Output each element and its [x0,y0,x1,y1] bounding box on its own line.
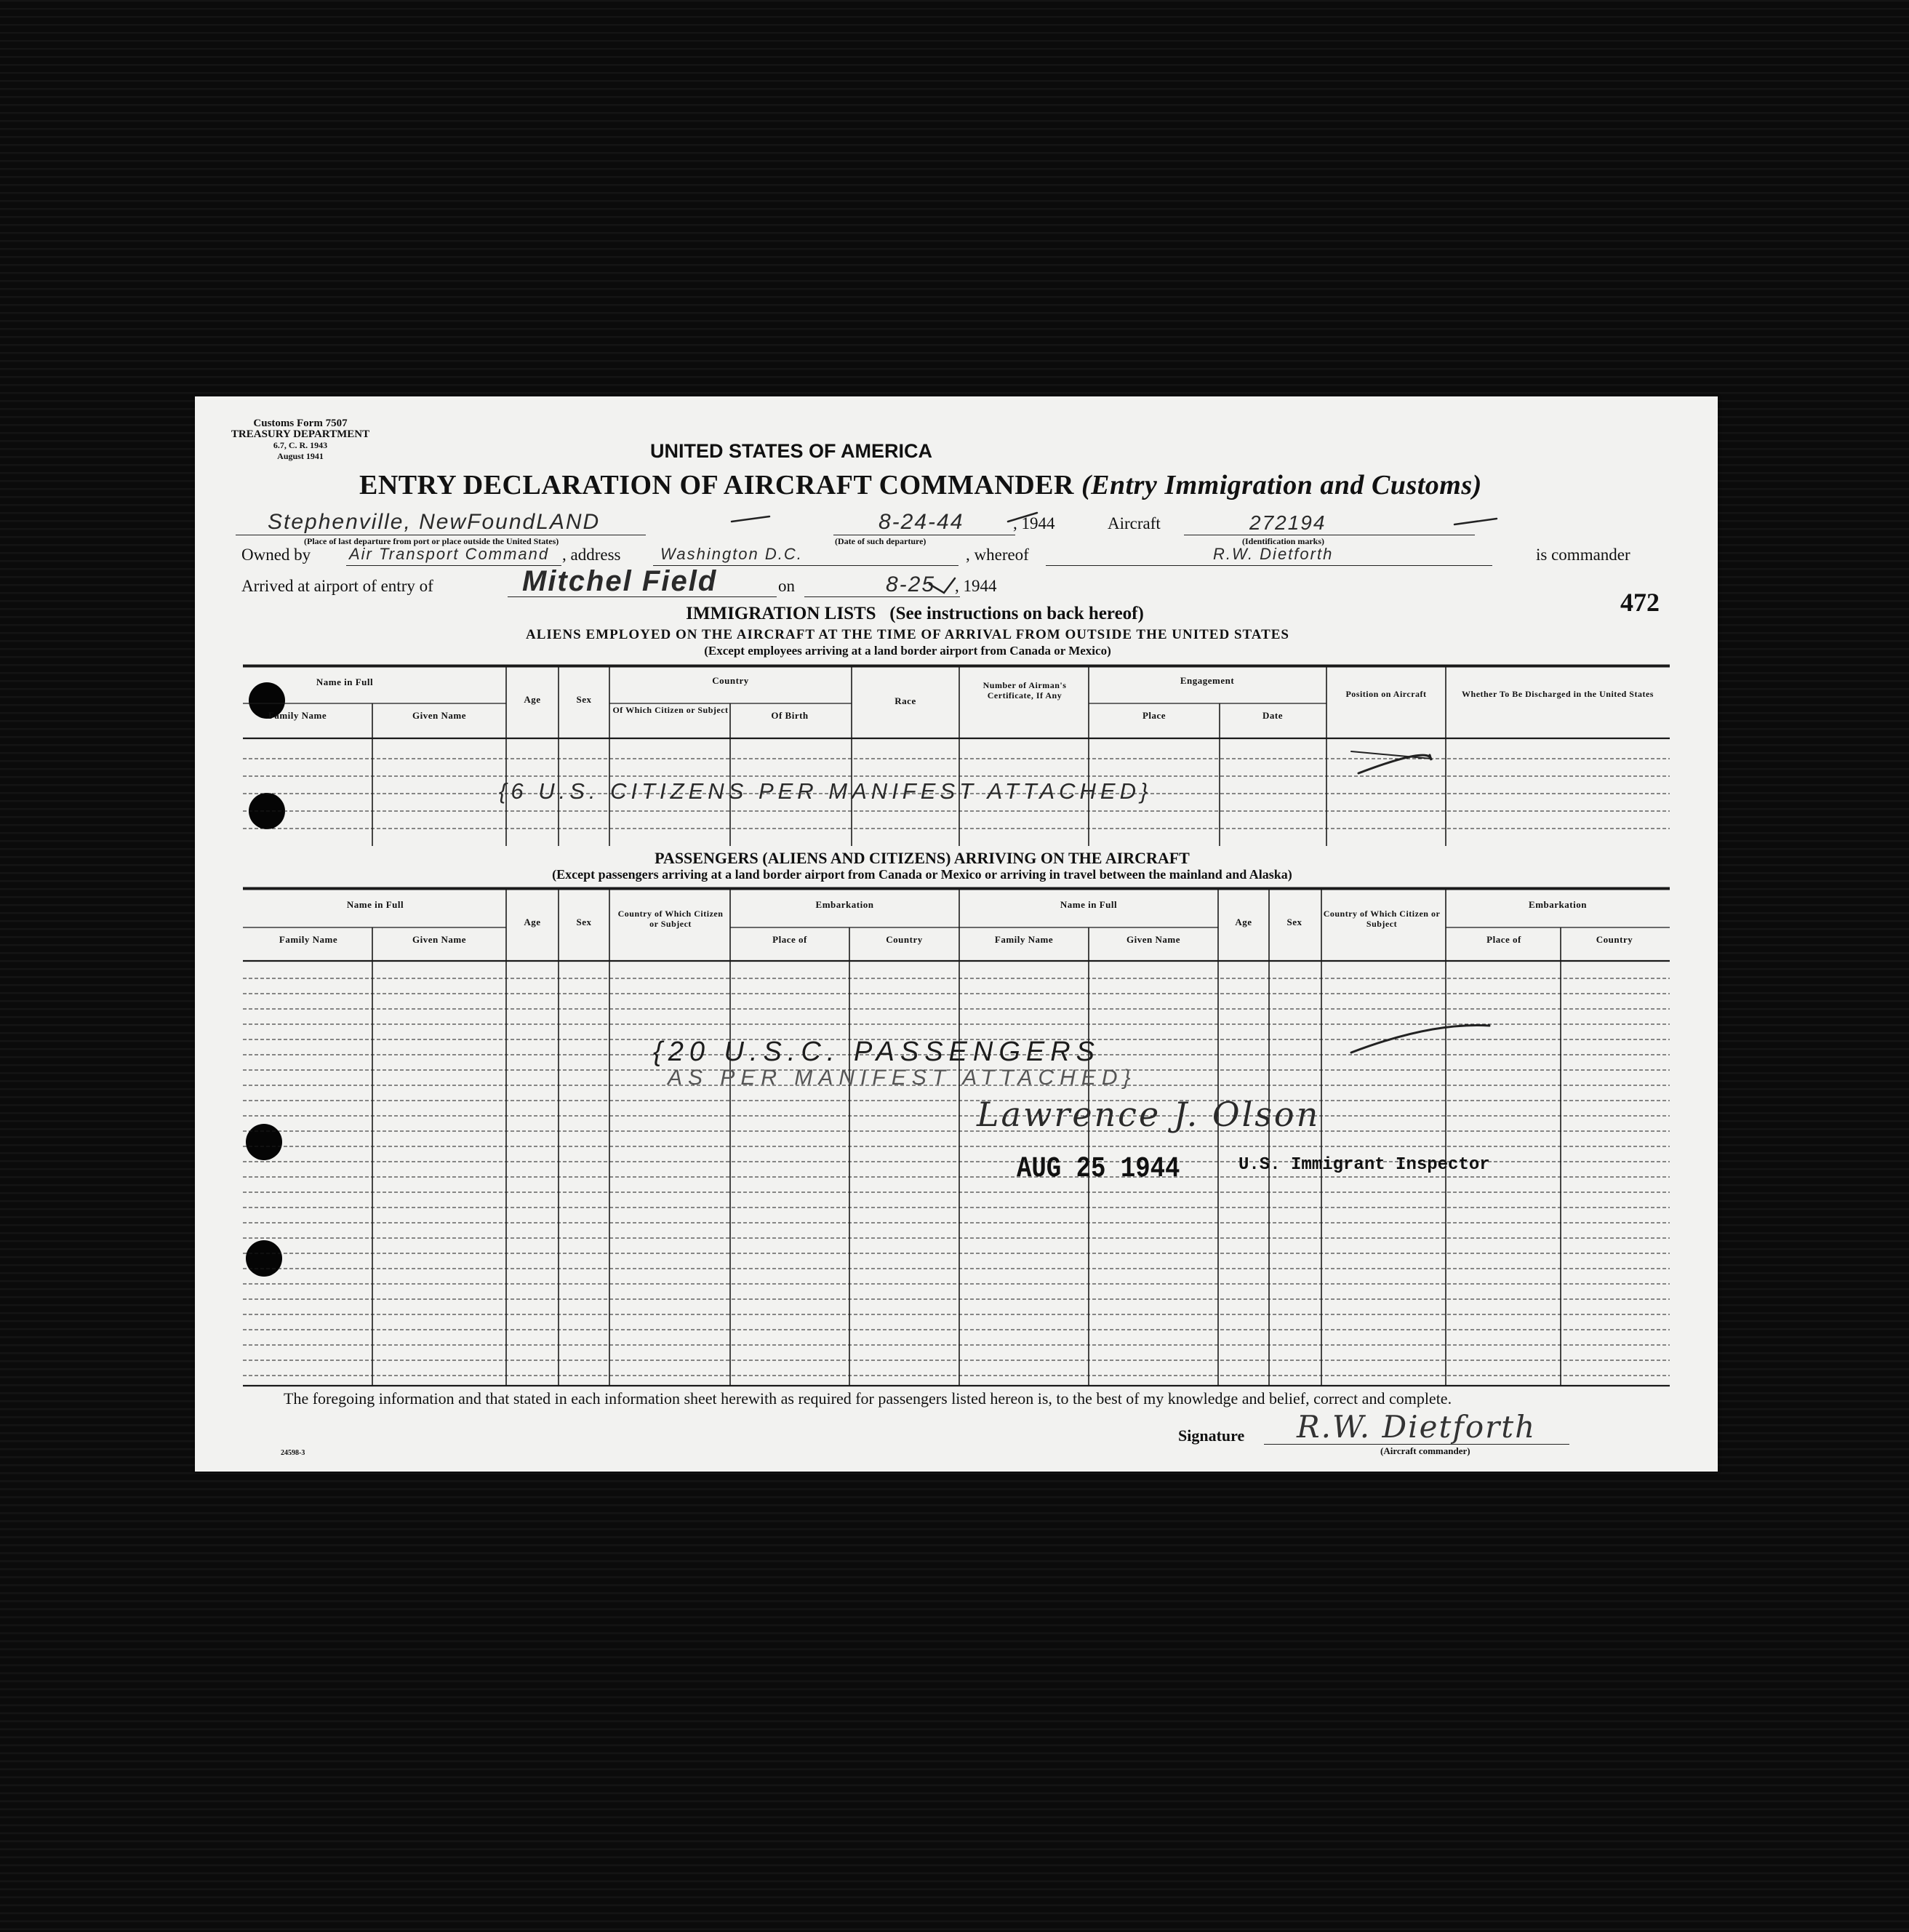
address-label: , address [562,546,621,564]
whereof-label: , whereof [966,546,1029,564]
aircraft-id-caption: (Identification marks) [1242,536,1324,546]
pcol2-family-name: Family Name [994,934,1054,945]
col-sex: Sex [576,694,592,705]
pcol2-sex: Sex [1286,917,1302,927]
check-mark-stroke [1008,513,1037,522]
owned-by-label: Owned by [241,546,311,564]
departure-date-caption: (Date of such departure) [835,536,927,546]
departure-date-value: 8-24-44 [879,510,964,534]
arrival-label: Arrived at airport of entry of [241,577,433,595]
departure-place-caption: (Place of last departure from port or place outside the United States) [304,536,559,546]
signature-label: Signature [1178,1426,1245,1445]
country-title: UNITED STATES OF AMERICA [650,440,932,462]
arrival-on-label: on [778,577,795,595]
commander-suffix: is commander [1536,546,1630,564]
check-mark-stroke [1351,1025,1489,1053]
check-mark-stroke [1454,519,1497,524]
pcol2-given-name: Given Name [1126,934,1180,945]
col-country: Country [712,675,749,686]
form-date: August 1941 [277,451,324,461]
signature-caption: (Aircraft commander) [1380,1445,1470,1456]
check-mark-stroke [732,516,769,522]
form-department: TREASURY DEPARTMENT [231,428,370,440]
immigration-heading-text: IMMIGRATION LISTS [686,604,876,623]
address-value: Washington D.C. [660,545,803,563]
commander-signature: R.W. Dietforth [1297,1409,1537,1445]
print-code: 24598-3 [281,1449,305,1457]
pcol-place-of: Place of [772,934,807,945]
col-position: Position on Aircraft [1345,689,1427,699]
departure-year: , 1944 [1013,514,1055,532]
col-age: Age [524,694,541,705]
pcol2-country: Country [1596,934,1633,945]
pcol-embarkation: Embarkation [815,899,874,910]
col-airman-cert: Number of Airman's Certificate, If Any [982,680,1067,700]
aircraft-label: Aircraft [1108,514,1161,532]
pcol-family-name: Family Name [279,934,338,945]
col-given-name: Given Name [412,710,466,721]
col-name-in-full: Name in Full [316,676,374,687]
form-title-paren: (Entry Immigration and Customs) [1081,470,1482,500]
passengers-handwritten-line2: AS PER MANIFEST ATTACHED} [668,1066,1137,1090]
pcol2-embarkation: Embarkation [1529,899,1587,910]
passengers-handwritten-line1: {20 U.S.C. PASSENGERS [653,1037,1101,1067]
form-regulation: 6.7, C. R. 1943 [273,440,328,450]
passengers-subnote: (Except passengers arriving at a land border airport from Canada or Mexico or arriving in travel between the mainland and Alaska) [552,867,1292,882]
immigration-handwritten-entry: {6 U.S. CITIZENS PER MANIFEST ATTACHED} [499,778,1153,804]
col-engagement: Engagement [1180,675,1235,686]
pcol2-age: Age [1235,917,1252,927]
pcol-sex: Sex [576,917,592,927]
stamp-date: AUG 25 1944 [1017,1153,1180,1186]
inspector-title: U.S. Immigrant Inspector [1238,1155,1490,1175]
immigration-subnote: (Except employees arriving at a land border airport from Canada or Mexico) [704,644,1111,658]
entry-declaration-form [195,396,1718,1472]
arrival-airport-value: Mitchel Field [522,565,718,597]
col-of-birth: Of Birth [771,710,809,721]
pcol2-citizen-of: Country of Which Citizen or Subject [1323,909,1441,929]
owner-value: Air Transport Command [349,545,550,563]
passengers-heading: PASSENGERS (ALIENS AND CITIZENS) ARRIVING ON THE AIRCRAFT [655,849,1190,867]
col-eng-place: Place [1142,710,1166,721]
signature-underline [1264,1444,1569,1445]
pcol-name-in-full: Name in Full [346,899,404,910]
col-race: Race [895,695,916,706]
pcol-given-name: Given Name [412,934,466,945]
check-mark-stroke [929,578,955,593]
col-eng-date: Date [1262,710,1283,721]
col-discharged: Whether To Be Discharged in the United States [1462,689,1654,699]
arrival-year: , 1944 [955,577,997,595]
col-family-name: Family Name [268,710,327,721]
inspector-signature: Lawrence J. Olson [977,1095,1321,1134]
page-number: 472 [1620,588,1660,617]
form-title-main: ENTRY DECLARATION OF AIRCRAFT COMMANDER [359,470,1074,500]
immigration-heading-note: (See instructions on back hereof) [889,604,1144,623]
pcol-country: Country [886,934,923,945]
departure-place-value: Stephenville, NewFoundLAND [268,510,601,534]
pcol2-name-in-full: Name in Full [1060,899,1118,910]
pcol-age: Age [524,917,541,927]
arrival-date-value: 8-25 [886,572,936,596]
commander-value: R.W. Dietforth [1213,545,1334,563]
immigration-subheading: ALIENS EMPLOYED ON THE AIRCRAFT AT THE TIME OF ARRIVAL FROM OUTSIDE THE UNITED STATES [525,627,1289,642]
col-citizen-of: Of Which Citizen or Subject [612,705,729,715]
aircraft-id-value: 272194 [1249,511,1326,534]
pcol2-place-of: Place of [1486,934,1521,945]
pcol-citizen-of: Country of Which Citizen or Subject [617,909,724,929]
form-number-text: Customs Form 7507 [253,418,348,429]
footer-statement: The foregoing information and that stated in each information sheet herewith as required for passengers listed hereon is, to the best of my knowledge and belief, correct and complete. [284,1389,1452,1408]
